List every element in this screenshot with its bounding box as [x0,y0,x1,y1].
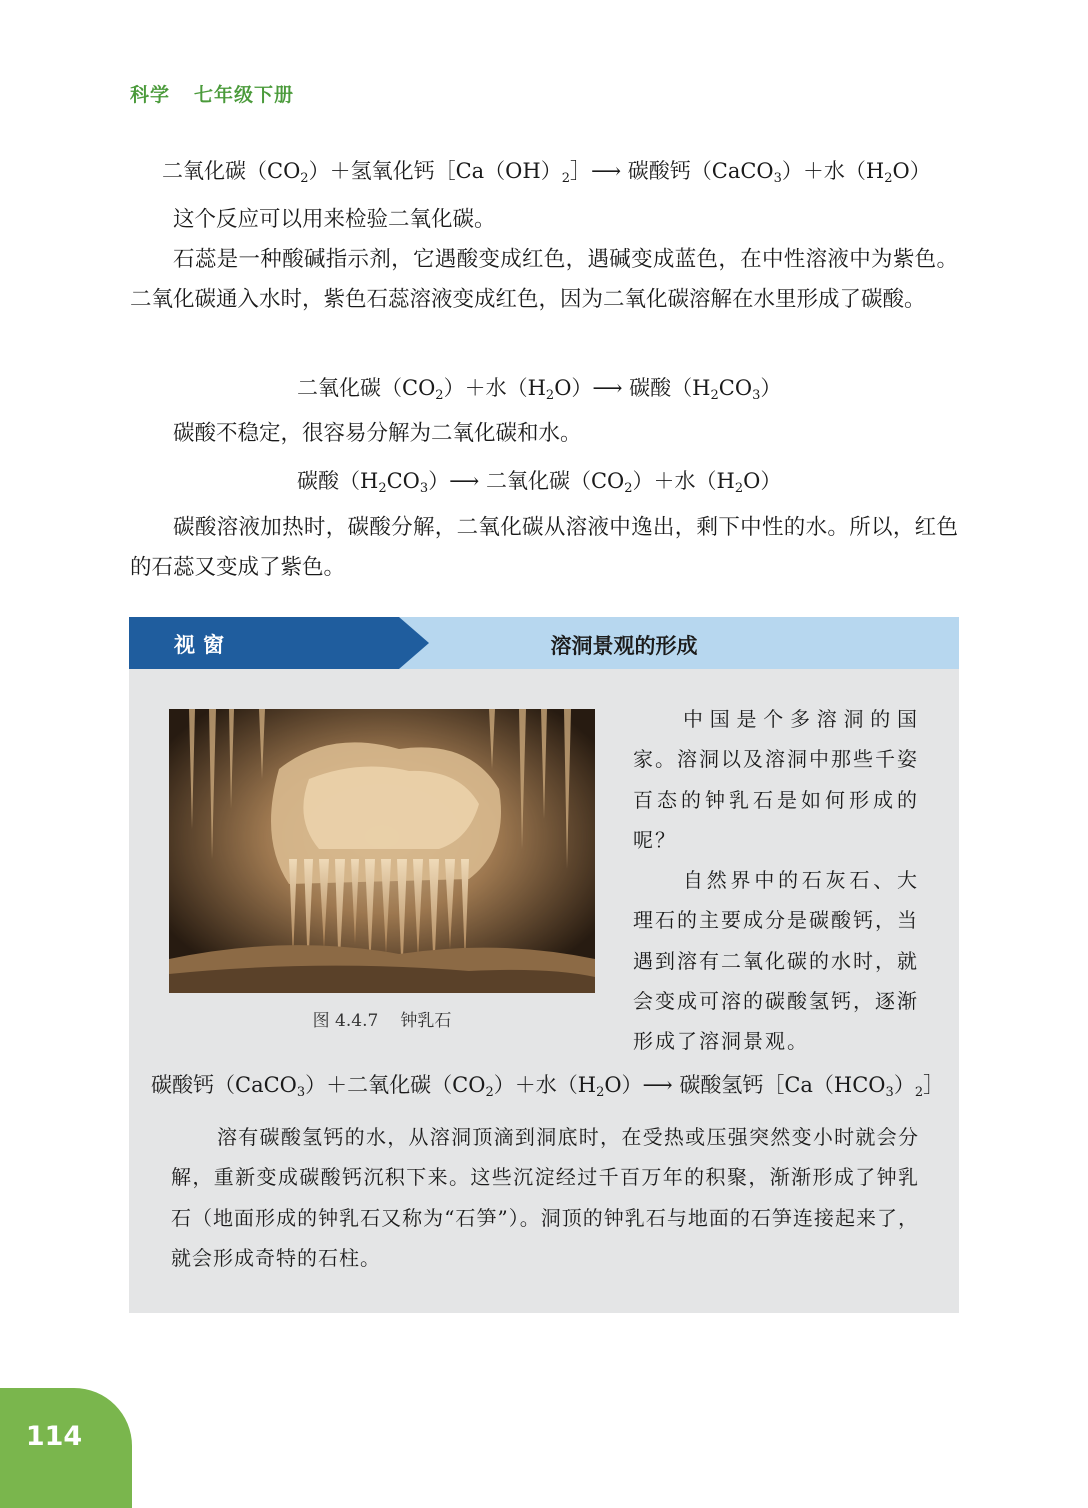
paragraph-test-co2: 这个反应可以用来检验二氧化碳。 [173,207,496,232]
page-number-tab [0,1388,132,1508]
page-number: 114 [25,1421,83,1452]
stalactite-photo [169,709,595,993]
paragraph-litmus: 石蕊是一种酸碱指示剂，它遇酸变成红色，遇碱变成蓝色，在中性溶液中为紫色。二氧化碳通入水时，紫色石蕊溶液变成红色，因为二氧化碳溶解在水里形成了碳酸。 [130,247,958,312]
window-title: 溶洞景观的形成 [550,634,698,658]
header-grade: 七年级下册 [194,84,295,106]
equation-limewater: 二氧化碳$(CO_2)+$氢氧化钙$[Ca(OH)_2]⟶$ 碳酸钙（CaCO$_3$）＋水$(H_2O)$ [162,159,931,186]
equation-carbonic-acid-decomposition: 碳酸$(H_2CO_3)⟶$ 二氧化碳$(CO_2)+$水$(H_2O)$ [297,469,782,496]
equation-carbonic-acid-formation: 二氧化碳$(CO_2)+$水$(H_2O)⟶$ 碳酸$(H_2CO_3)$ [297,376,782,403]
header-subject: 科学 [130,84,171,106]
side-paragraph-2: 自然界中的石灰石、大理石的主要成分是碳酸钙，当遇到溶有二氧化碳的水时，就会变成可溶的碳酸氢钙，逐渐形成了溶洞景观。 [633,868,919,1054]
window-side-text [633,699,919,1062]
window-tab-label: 视窗 [174,633,232,657]
paragraph-carbonic-acid-unstable: 碳酸不稳定，很容易分解为二氧化碳和水。 [173,421,582,446]
equation-calcium-bicarbonate: 碳酸钙（CaCO$_3$）＋二氧化碳$(CO_2)+$水$(H_2O)⟶$ 碳酸氢钙$[Ca(HCO_3)_2]$ [151,1073,945,1100]
window-box [129,617,959,1313]
side-paragraph-1: 中国是个多溶洞的国家。溶洞以及溶洞中那些千姿百态的钟乳石是如何形成的呢？ [633,707,919,852]
paragraph-heating: 碳酸溶液加热时，碳酸分解，二氧化碳从溶液中逸出，剩下中性的水。所以，红色的石蕊又变成了紫色。 [130,515,958,580]
figure-caption [169,1006,595,1031]
running-header [130,80,294,107]
window-paragraph-stalactite: 溶有碳酸氢钙的水，从溶洞顶滴到洞底时，在受热或压强突然变小时就会分解，重新变成碳酸钙沉积下来。这些沉淀经过千百万年的积聚，渐渐形成了钟乳石（地面形成的钟乳石又称为“石笋”）。洞顶的钟乳石与地面的石笋连接起来了，就会形成奇特的石柱。 [171,1125,919,1270]
figure-number: 图 4.4.7 [312,1011,379,1031]
figure-caption-text: 钟乳石 [400,1011,452,1031]
